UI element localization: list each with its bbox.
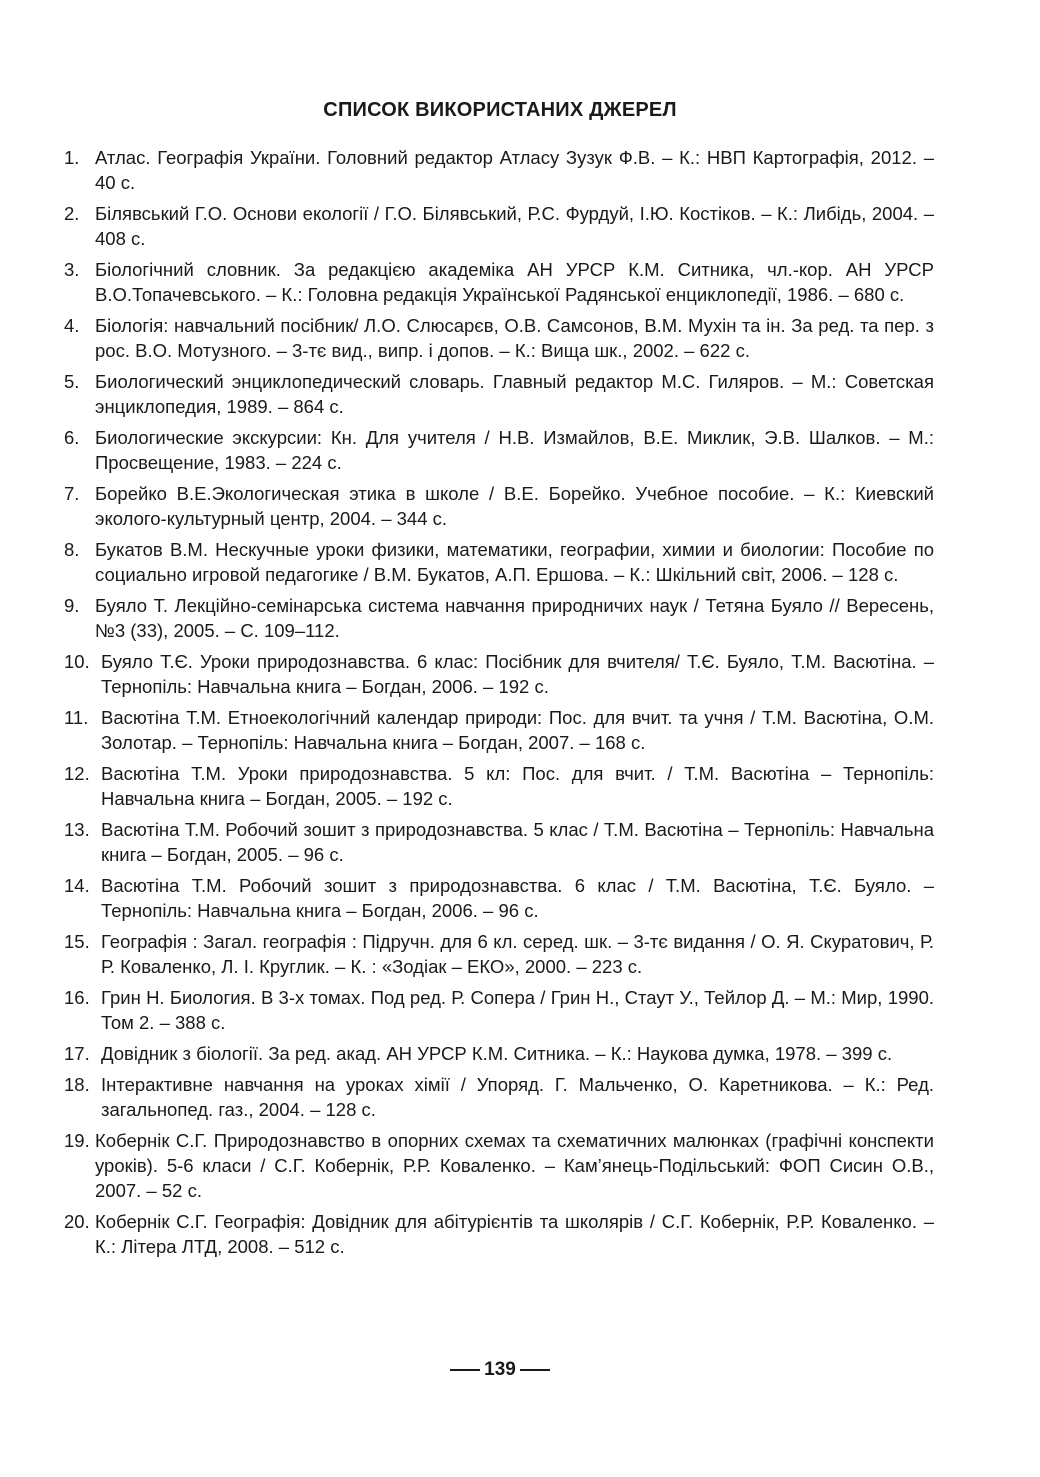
reference-item — [64, 369, 934, 419]
reference-item — [64, 201, 934, 251]
reference-number: 14. — [64, 875, 90, 896]
reference-text: Кобернік С.Г. Природознавство в опорних схемах та схематичних малюнках (графічні конспекти уроків). 5-6 класи / С.Г. Кобернік, Р.Р. Коваленко. – Кам’янець-Подільський: ФОП Сисин О.В., 2007. – 52 с. — [95, 1130, 934, 1201]
reference-number: 17. — [64, 1043, 90, 1064]
reference-text: Атлас. Географія України. Головний редактор Атласу Зузук Ф.В. – К.: НВП Картографія, 2012. – 40 с. — [95, 147, 934, 193]
reference-text: Буяло Т. Лекційно-семінарська система навчання природничих наук / Тетяна Буяло // Вересень, №3 (33), 2005. – С. 109–112. — [95, 595, 934, 641]
reference-number: 11. — [64, 707, 89, 728]
reference-number: 1. — [64, 147, 80, 168]
reference-item — [64, 313, 934, 363]
reference-item — [64, 649, 934, 699]
reference-text: Грин Н. Биология. В 3-х томах. Под ред. Р. Сопера / Грин Н., Стаут У., Тейлор Д. – М.: Мир, 1990. Том 2. – 388 с. — [101, 987, 934, 1033]
reference-text: Биологические экскурсии: Кн. Для учителя / Н.В. Измайлов, В.Е. Миклик, Э.В. Шалков. – М.: Просвещение, 1983. – 224 с. — [95, 427, 934, 473]
page-number: 139 — [484, 1359, 516, 1380]
reference-item — [64, 985, 934, 1035]
reference-number: 4. — [64, 315, 80, 336]
footer-right-rule — [520, 1369, 550, 1371]
reference-item — [64, 537, 934, 587]
reference-text: Васютіна Т.М. Уроки природознавства. 5 кл: Пос. для вчит. / Т.М. Васютіна – Тернопіль: Навчальна книга – Богдан, 2005. – 192 с. — [101, 763, 934, 809]
reference-text: Біологія: навчальний посібник/ Л.О. Слюсарєв, О.В. Самсонов, В.М. Мухін та ін. За ред. та пер. з рос. В.О. Мотузного. – 3-тє вид., випр. і допов. – К.: Вища шк., 2002. – 622 с. — [95, 315, 934, 361]
reference-text: Борейко В.Е.Экологическая этика в школе / В.Е. Борейко. Учебное пособие. – К.: Киевский эколого-культурный центр, 2004. – 344 с. — [95, 483, 934, 529]
reference-text: Васютіна Т.М. Етноекологічний календар природи: Пос. для вчит. та учня / Т.М. Васютіна, О.М. Золотар. – Тернопіль: Навчальна книга – Богдан, 2007. – 168 с. — [101, 707, 934, 753]
reference-number: 6. — [64, 427, 80, 448]
reference-number: 3. — [64, 259, 80, 280]
reference-number: 18. — [64, 1074, 90, 1095]
reference-item — [64, 873, 934, 923]
reference-number: 8. — [64, 539, 80, 560]
page-title: СПИСОК ВИКОРИСТАНИХ ДЖЕРЕЛ — [323, 99, 677, 121]
reference-item — [64, 1041, 934, 1066]
reference-item — [64, 1209, 934, 1259]
reference-text: Букатов В.М. Нескучные уроки физики, математики, географии, химии и биологии: Пособие по социально игровой педагогике / В.М. Букатов, А.П. Ершова. – К.: Шкільний світ, 2006. – 128 с. — [95, 539, 934, 585]
reference-text: Биологический энциклопедический словарь. Главный редактор М.С. Гиляров. – М.: Советская энциклопедия, 1989. – 864 с. — [95, 371, 934, 417]
reference-text: Білявський Г.О. Основи екології / Г.О. Білявський, Р.С. Фурдуй, І.Ю. Костіков. – К.: Либідь, 2004. – 408 с. — [95, 203, 934, 249]
reference-item — [64, 761, 934, 811]
reference-text: Буяло Т.Є. Уроки природознавства. 6 клас: Посібник для вчителя/ Т.Є. Буяло, Т.М. Васютіна. – Тернопіль: Навчальна книга – Богдан, 2006. – 192 с. — [101, 651, 934, 697]
reference-number: 16. — [64, 987, 90, 1008]
reference-item — [64, 1072, 934, 1122]
reference-text: Біологічний словник. За редакцією академіка АН УРСР К.М. Ситника, чл.-кор. АН УРСР В.О.Топачевського. – К.: Головна редакція Української Радянської енциклопедії, 1986. – 680 с. — [95, 259, 934, 305]
reference-item — [64, 1128, 934, 1203]
reference-item — [64, 425, 934, 475]
reference-text: Васютіна Т.М. Робочий зошит з природознавства. 5 клас / Т.М. Васютіна – Тернопіль: Навчальна книга – Богдан, 2005. – 96 с. — [101, 819, 934, 865]
reference-number: 20. — [64, 1211, 90, 1232]
page-footer — [0, 1359, 1000, 1381]
footer-left-rule — [450, 1369, 480, 1371]
reference-item — [64, 705, 934, 755]
reference-number: 2. — [64, 203, 80, 224]
reference-text: Географія : Загал. географія : Підручн. для 6 кл. серед. шк. – 3-тє видання / О. Я. Скуратович, Р. Р. Коваленко, Л. І. Круглик. – К. : «Зодіак – ЕКО», 2000. – 223 с. — [101, 931, 934, 977]
reference-text: Кобернік С.Г. Географія: Довідник для абітурієнтів та школярів / С.Г. Кобернік, Р.Р. Коваленко. – К.: Літера ЛТД, 2008. – 512 с. — [95, 1211, 934, 1257]
reference-number: 19. — [64, 1130, 90, 1151]
reference-text: Інтерактивне навчання на уроках хімії / Упоряд. Г. Мальченко, О. Каретникова. – К.: Ред. загальнопед. газ., 2004. – 128 с. — [101, 1074, 934, 1120]
reference-text: Васютіна Т.М. Робочий зошит з природознавства. 6 клас / Т.М. Васютіна, Т.Є. Буяло. – Тернопіль: Навчальна книга – Богдан, 2006. – 96 с. — [101, 875, 934, 921]
reference-number: 15. — [64, 931, 90, 952]
reference-number: 12. — [64, 763, 90, 784]
reference-item — [64, 257, 934, 307]
reference-text: Довідник з біології. За ред. акад. АН УРСР К.М. Ситника. – К.: Наукова думка, 1978. – 399 с. — [101, 1043, 893, 1064]
reference-number: 7. — [64, 483, 80, 504]
reference-number: 5. — [64, 371, 80, 392]
reference-item — [64, 593, 934, 643]
reference-list — [64, 145, 934, 1265]
reference-item — [64, 145, 934, 195]
reference-number: 13. — [64, 819, 90, 840]
reference-item — [64, 481, 934, 531]
reference-number: 9. — [64, 595, 80, 616]
reference-item — [64, 929, 934, 979]
reference-item — [64, 817, 934, 867]
reference-number: 10. — [64, 651, 90, 672]
